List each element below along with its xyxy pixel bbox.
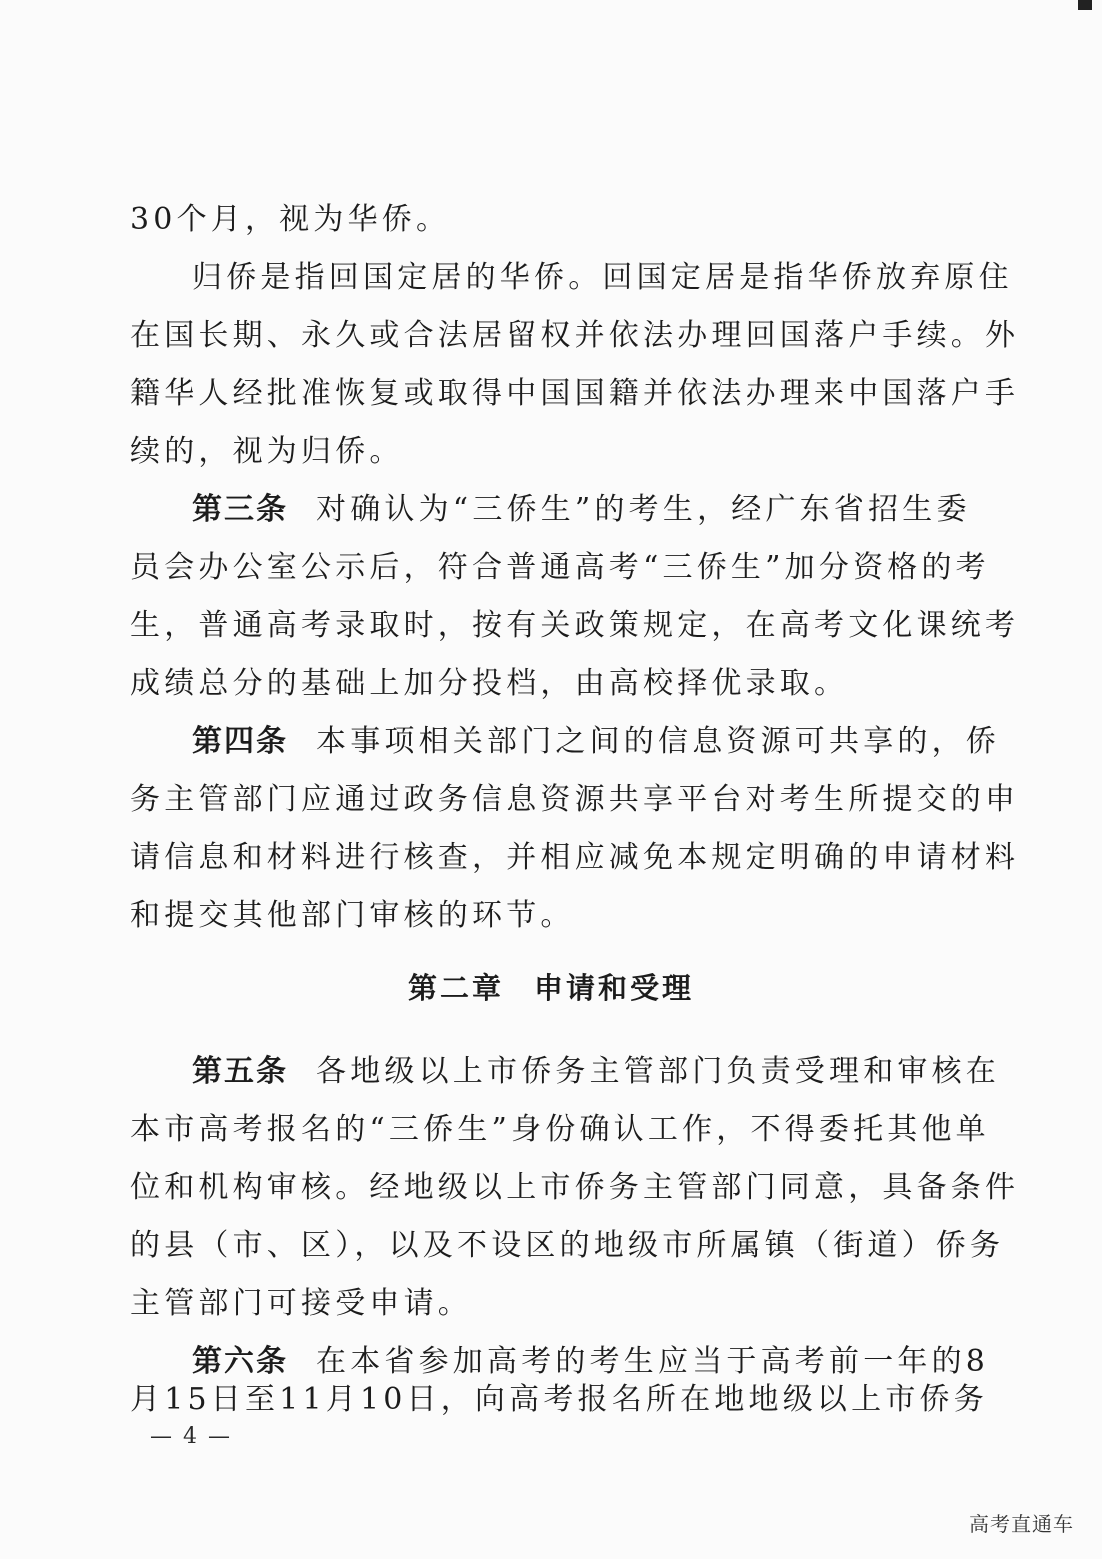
- text-line: 本事项相关部门之间的信息资源可共享的，侨: [316, 724, 1000, 759]
- text-line: 位和机构审核。经地级以上市侨务主管部门同意，具备条件: [130, 1170, 1020, 1205]
- article-4-first-line: [192, 722, 1000, 762]
- chapter-heading: [0, 968, 1102, 1008]
- text-line: 续的，视为归侨。: [130, 434, 404, 469]
- text-line: 在本省参加高考的考生应当于高考前一年的8: [316, 1344, 990, 1379]
- text-line: 生，普通高考录取时，按有关政策规定，在高考文化课统考: [130, 608, 1020, 643]
- article-number: 第六条: [192, 1344, 288, 1379]
- page-number: — 4 —: [150, 1424, 232, 1449]
- text-line: 主管部门可接受申请。: [130, 1286, 472, 1321]
- watermark-text: 高考直通车: [969, 1512, 1074, 1536]
- article-number: 第五条: [192, 1054, 288, 1089]
- text-line: 本市高考报名的“三侨生”身份确认工作，不得委托其他单: [130, 1112, 990, 1147]
- text-line: 员会办公室公示后，符合普通高考“三侨生”加分资格的考: [130, 550, 990, 585]
- text-line: 务主管部门应通过政务信息资源共享平台对考生所提交的申: [130, 782, 1020, 817]
- text-line: 籍华人经批准恢复或取得中国国籍并依法办理来中国落户手: [130, 376, 1020, 411]
- article-3-first-line: [192, 490, 971, 530]
- text-line: 在国长期、永久或合法居留权并依法办理回国落户手续。外: [130, 318, 1020, 353]
- text-line: 请信息和材料进行核查，并相应减免本规定明确的申请材料: [130, 840, 1020, 875]
- article-6-first-line: [192, 1342, 989, 1382]
- chapter-title: 申请和受理: [534, 971, 695, 1005]
- article-number: 第四条: [192, 724, 288, 759]
- text-line: 归侨是指回国定居的华侨。回国定居是指华侨放弃原住: [192, 260, 1013, 295]
- chapter-number: 第二章: [407, 971, 504, 1005]
- text-line: 各地级以上市侨务主管部门负责受理和审核在: [316, 1054, 1000, 1089]
- text-line: 的县（市、区），以及不设区的地级市所属镇（街道）侨务: [130, 1228, 1005, 1263]
- article-number: 第三条: [192, 492, 288, 527]
- text-line: 成绩总分的基础上加分投档，由高校择优录取。: [130, 666, 849, 701]
- text-line: 30个月，视为华侨。: [130, 202, 451, 237]
- text-line: 对确认为“三侨生”的考生，经广东省招生委: [316, 492, 971, 527]
- scan-edge-mark: [1078, 0, 1092, 10]
- text-line: 和提交其他部门审核的环节。: [130, 898, 575, 933]
- article-5-first-line: [192, 1052, 1000, 1092]
- text-line: 月15日至11月10日，向高考报名所在地地级以上市侨务: [130, 1382, 988, 1417]
